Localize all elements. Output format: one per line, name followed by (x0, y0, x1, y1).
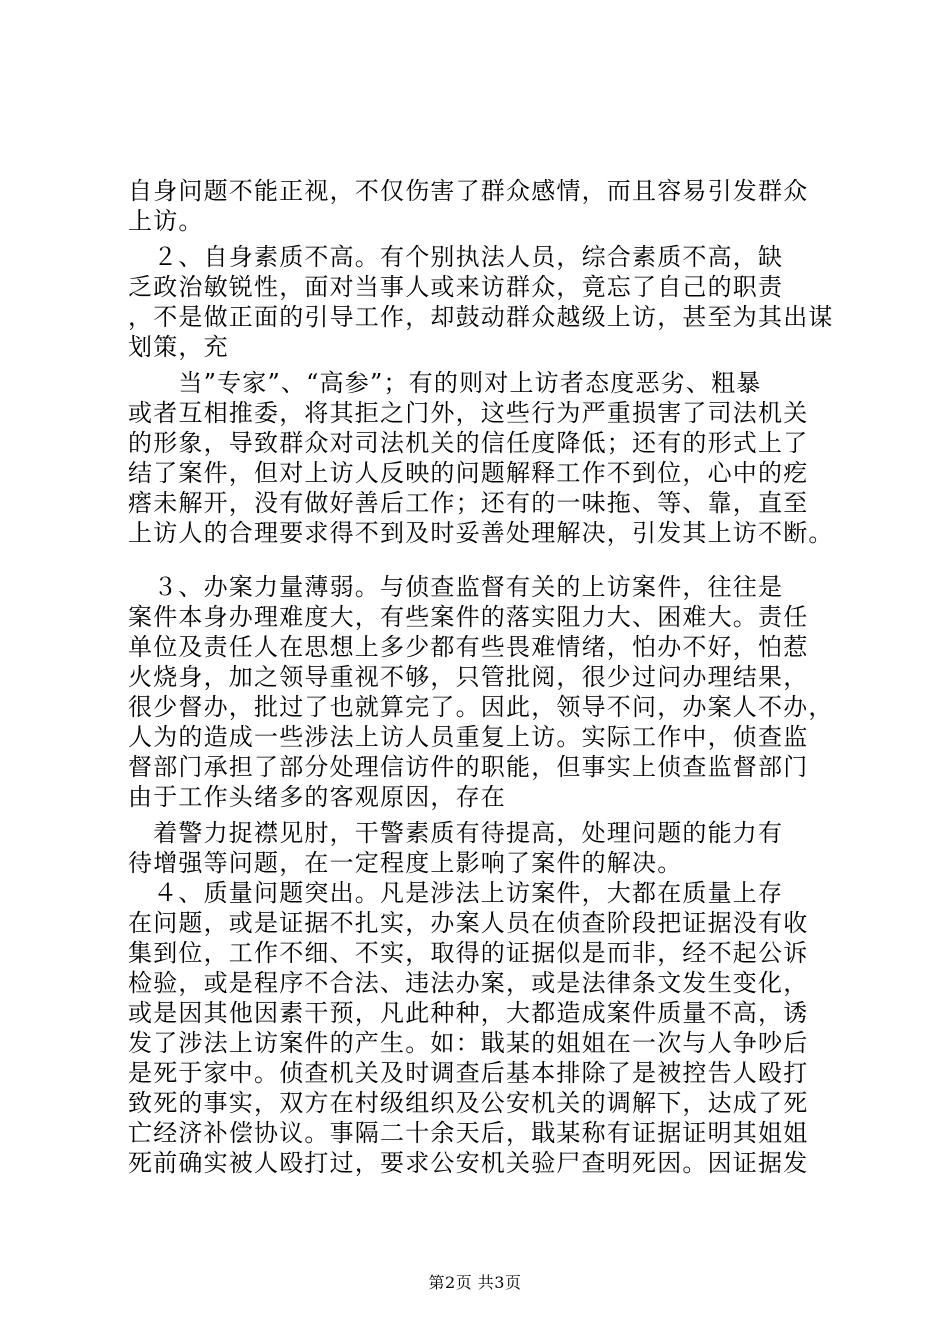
text-line: 很少督办，批过了也就算完了。因此，领导不问，办案人不办， (128, 693, 834, 721)
text-line: 检验，或是程序不合法、违法办案，或是法律条文发生变化， (128, 969, 809, 997)
text-line: 单位及责任人在思想上多少都有些畏难情绪，怕办不好，怕惹 (128, 633, 809, 661)
text-line: 是死于家中。侦查机关及时调查后基本排除了是被控告人殴打 (128, 1059, 809, 1087)
text-line: 致死的事实，双方在村级组织及公安机关的调解下，达成了死 (128, 1089, 809, 1117)
text-line: 乏政治敏锐性，面对当事人或来访群众，竟忘了自己的职责 (128, 273, 784, 301)
text-line: 结了案件，但对上访人反映的问题解释工作不到位，心中的疙 (128, 459, 809, 487)
text-line: 当”专家”、“高参”；有的则对上访者态度恶劣、粗暴 (128, 369, 762, 397)
text-line: ４、质量问题突出。凡是涉法上访案件，大都在质量上存 (128, 879, 784, 907)
text-line: 待增强等问题，在一定程度上影响了案件的解决。 (128, 849, 683, 877)
text-line: ，不是做正面的引导工作，却鼓动群众越级上访，甚至为其出谋 (128, 303, 834, 331)
text-line: 督部门承担了部分处理信访件的职能，但事实上侦查监督部门 (128, 753, 809, 781)
text-line: 上访人的合理要求得不到及时妥善处理解决，引发其上访不断。 (128, 519, 834, 547)
text-line: 瘩未解开，没有做好善后工作；还有的一味拖、等、靠，直至 (128, 489, 809, 517)
text-line: 着警力捉襟见肘，干警素质有待提高，处理问题的能力有 (128, 819, 784, 847)
text-line: 亡经济补偿协议。事隔二十余天后，戢某称有证据证明其姐姐 (128, 1119, 809, 1147)
page-number-footer: 第2页 共3页 (428, 1273, 522, 1292)
text-line: 在问题，或是证据不扎实，办案人员在侦查阶段把证据没有收 (128, 909, 809, 937)
text-line: 或者互相推委，将其拒之门外，这些行为严重损害了司法机关 (128, 399, 809, 427)
text-line: 案件本身办理难度大，有些案件的落实阻力大、困难大。责任 (128, 603, 809, 631)
text-line: 人为的造成一些涉法上访人员重复上访。实际工作中，侦查监 (128, 723, 809, 751)
text-line: 或是因其他因素干预，凡此种种，大都造成案件质量不高，诱 (128, 999, 809, 1027)
text-line: 火烧身，加之领导重视不够，只管批阅，很少过问办理结果， (128, 663, 809, 691)
text-line: 划策，充 (128, 333, 229, 361)
text-line: 上访。 (128, 207, 204, 235)
text-line: 的形象，导致群众对司法机关的信任度降低；还有的形式上了 (128, 429, 809, 457)
text-line: 集到位，工作不细、不实，取得的证据似是而非，经不起公诉 (128, 939, 809, 967)
text-line: 发了涉法上访案件的产生。如：戢某的姐姐在一次与人争吵后 (128, 1029, 809, 1057)
text-line: ２、自身素质不高。有个别执法人员，综合素质不高，缺 (128, 243, 784, 271)
text-line: ３、办案力量薄弱。与侦查监督有关的上访案件，往往是 (128, 573, 784, 601)
text-line: 自身问题不能正视，不仅伤害了群众感情，而且容易引发群众 (128, 177, 809, 205)
text-line: 死前确实被人殴打过，要求公安机关验尸查明死因。因证据发 (128, 1149, 809, 1177)
text-line: 由于工作头绪多的客观原因，存在 (128, 783, 506, 811)
